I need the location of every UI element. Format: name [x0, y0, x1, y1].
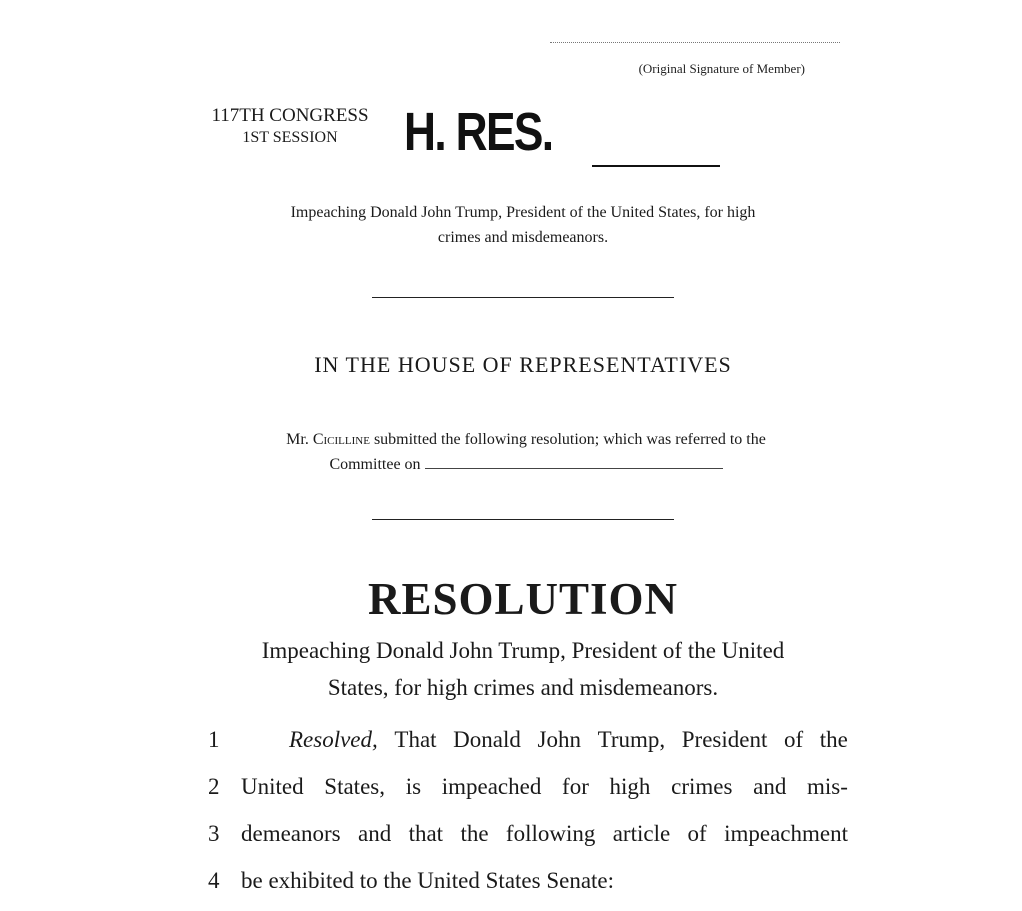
- word: and: [358, 821, 392, 846]
- resolved-clause: Resolved,: [289, 727, 378, 752]
- divider-rule-bottom: [372, 519, 674, 520]
- word: high: [609, 774, 651, 799]
- word: impeachment: [724, 821, 848, 846]
- word: Trump,: [597, 727, 666, 752]
- body-line-1: [208, 722, 848, 758]
- bill-type-heading: H. RES.: [404, 102, 553, 162]
- word: of: [784, 727, 804, 752]
- line-number-1: 1: [208, 727, 220, 752]
- long-title: [200, 632, 846, 706]
- word: following: [505, 821, 596, 846]
- body-line-2-text: [241, 769, 848, 805]
- body-line-4-text: be exhibited to the United States Senate:: [241, 868, 615, 893]
- body-line-3-text: [241, 816, 848, 852]
- congress-label: 117TH CONGRESS: [211, 105, 369, 126]
- resolution-heading: RESOLUTION: [367, 574, 679, 624]
- word: of: [687, 821, 707, 846]
- line-number-2: 2: [208, 774, 220, 799]
- committee-blank: [425, 454, 723, 469]
- submission-statement: [206, 427, 846, 477]
- long-title-line-2: States, for high crimes and misdemeanors.: [327, 675, 719, 700]
- chamber-heading: IN THE HOUSE OF REPRESENTATIVES: [314, 352, 732, 377]
- submission-line-1: [206, 427, 846, 452]
- signature-caption: (Original Signature of Member): [638, 61, 805, 76]
- word: United: [241, 774, 304, 799]
- word: mis-: [807, 774, 848, 799]
- word: and: [753, 774, 787, 799]
- body-line-2: [208, 769, 848, 805]
- body-line-3: [208, 816, 848, 852]
- short-title-line-2: crimes and misdemeanors.: [437, 229, 609, 246]
- word: Donald: [453, 727, 521, 752]
- body-line-4: [208, 863, 848, 899]
- submission-text: submitted the following resolution; which was referred to the: [373, 431, 766, 448]
- word: the: [819, 727, 848, 752]
- member-title: Mr.: [286, 431, 309, 448]
- word: impeached: [441, 774, 542, 799]
- divider-rule-top: [372, 297, 674, 298]
- submission-line-2: [206, 452, 846, 477]
- session-label: 1ST SESSION: [242, 129, 338, 146]
- word: States,: [324, 774, 385, 799]
- line-number-3: 3: [208, 821, 220, 846]
- member-name: Cicilline: [312, 431, 370, 448]
- word: demeanors: [241, 821, 341, 846]
- short-title-line-1: Impeaching Donald John Trump, President of the United States, for high: [290, 204, 756, 221]
- bill-number-blank: [592, 165, 720, 167]
- body-line-1-text: [241, 722, 848, 758]
- word: John: [537, 727, 581, 752]
- short-title: [200, 200, 846, 250]
- word: the: [460, 821, 489, 846]
- signature-line: [550, 42, 840, 43]
- line-number-4: 4: [208, 868, 220, 893]
- word: President: [681, 727, 768, 752]
- word: for: [562, 774, 589, 799]
- word: crimes: [671, 774, 733, 799]
- word: That: [394, 727, 437, 752]
- word: that: [408, 821, 444, 846]
- long-title-line-1: Impeaching Donald John Trump, President of the United: [261, 638, 785, 663]
- word: is: [405, 774, 422, 799]
- committee-label: Committee on: [329, 456, 421, 473]
- word: article: [612, 821, 671, 846]
